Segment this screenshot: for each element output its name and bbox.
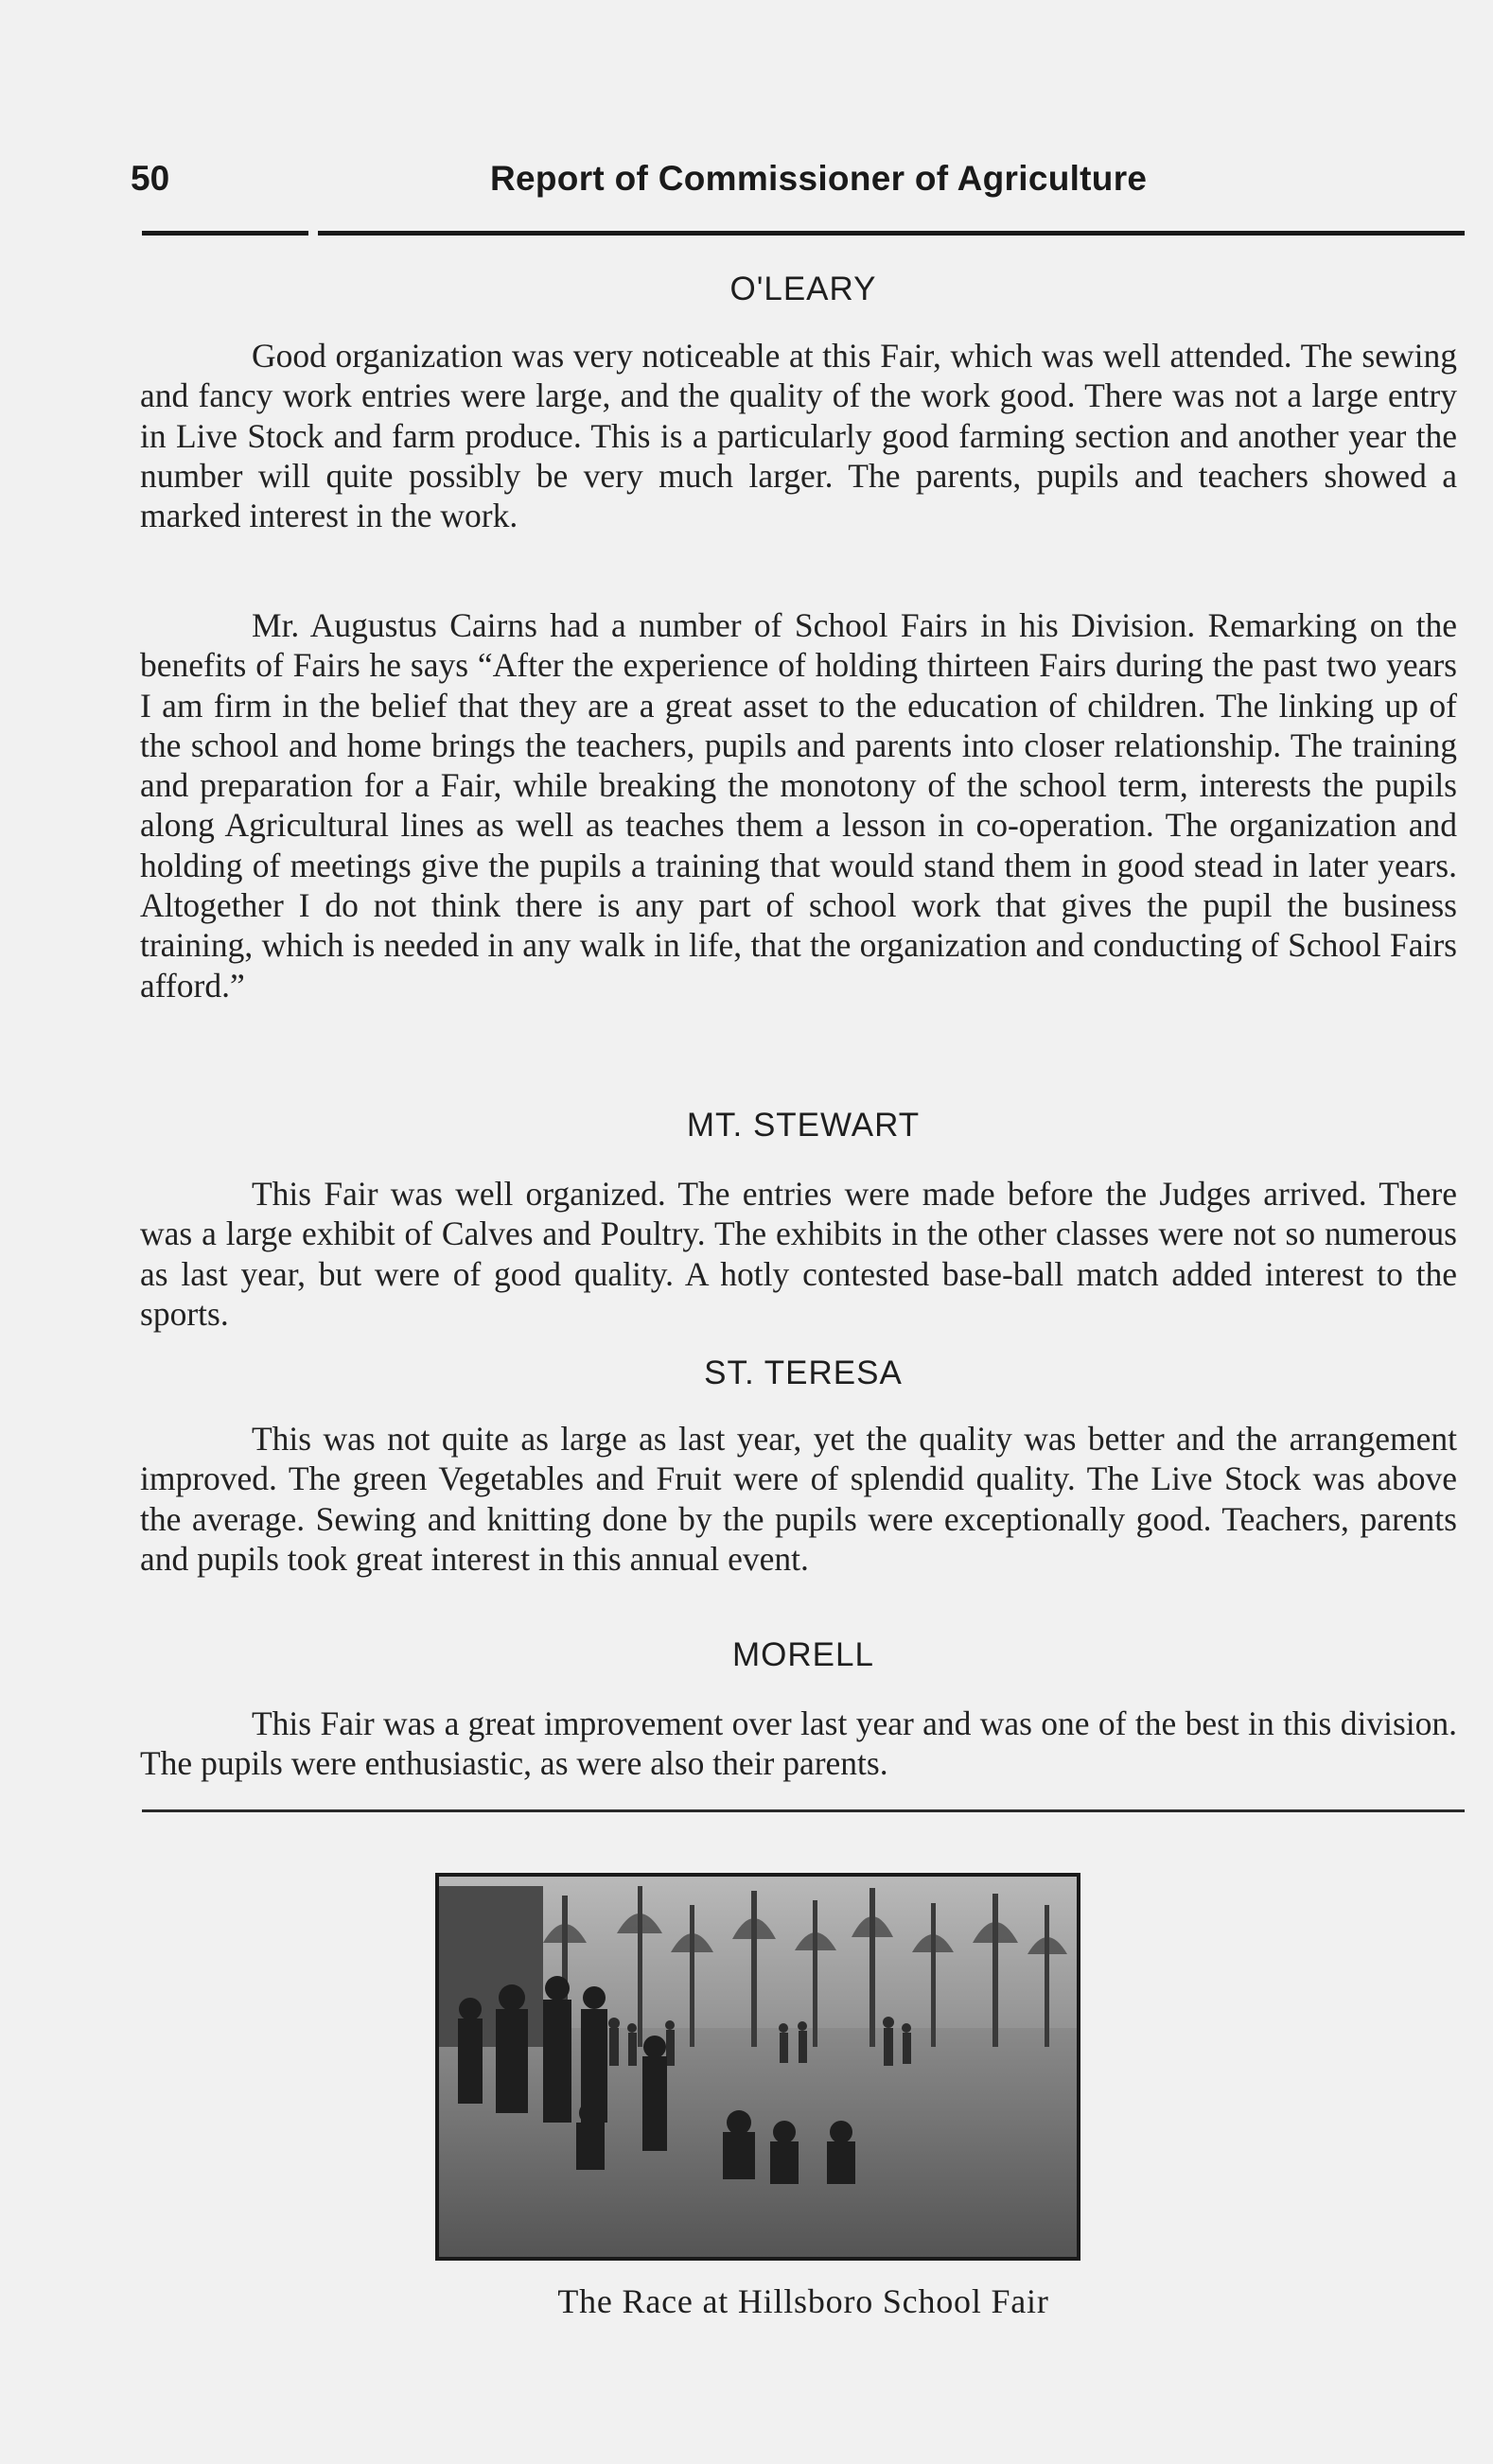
photo-field <box>439 2028 1077 2257</box>
photo-caption: The Race at Hillsboro School Fair <box>557 2282 1049 2320</box>
section-heading-oleary: O'LEARY <box>729 271 877 307</box>
photo-illustration <box>439 1877 1077 2257</box>
paragraph-morell: This Fair was a great improvement over last year and was one of the best in this division. The pupils were enthusiastic, as were also their parents. <box>140 1704 1457 1783</box>
section-heading-mt-stewart: MT. STEWART <box>686 1107 921 1144</box>
section-heading-morell: MORELL <box>732 1636 874 1673</box>
paragraph-oleary: Good organization was very noticeable at this Fair, which was well attended. The sewing and fancy work entries were large, and the quality of the work good. There was not a large entry in Live Stock and farm produce. This is a particularly good farming section and another year the number will quite possibly be very much larger. The parents, pupils and teachers showed a marked interest in the work. <box>140 337 1457 535</box>
school-fair-photo <box>435 1873 1080 2261</box>
running-title: Report of Commissioner of Agriculture <box>490 159 1148 198</box>
paragraph-cairns-quote: Mr. Augustus Cairns had a number of School Fairs in his Division. Remarking on the benefits of Fairs he says “After the experience of holding thirteen Fairs during the past two years I am firm in the belief that they are a great asset to the education of children. The linking up of the school and home brings the teachers, pupils and parents into closer relationship. The training and preparation for a Fair, while breaking the monotony of the school term, interests the pupils along Agricultural lines as well as teaches them a lesson in co-operation. The organization and holding of meetings give the pupils a training that would stand them in good stead in later years. Altogether I do not think there is any part of school work that gives the pupil the business training, which is needed in any walk in life, that the organization and conducting of School Fairs afford.” <box>140 606 1457 1005</box>
header-rule <box>142 231 1465 236</box>
paragraph-mt-stewart: This Fair was well organized. The entries were made before the Judges arrived. There was a large exhibit of Calves and Poultry. The exhibits in the other classes were not so numerous as last year, but were of good quality. A hotly contested base-ball match added interest to the sports. <box>140 1175 1457 1333</box>
page-number: 50 <box>131 159 170 198</box>
section-divider-rule <box>142 1809 1465 1812</box>
paragraph-st-teresa: This was not quite as large as last year, yet the quality was better and the arrangement improved. The green Vegetables and Fruit were of splendid quality. The Live Stock was above the average. Sewing and knitting done by the pupils were exceptionally good. Teachers, parents and pupils took great interest in this annual event. <box>140 1420 1457 1578</box>
section-heading-st-teresa: ST. TERESA <box>704 1354 903 1391</box>
running-head <box>131 151 1465 208</box>
